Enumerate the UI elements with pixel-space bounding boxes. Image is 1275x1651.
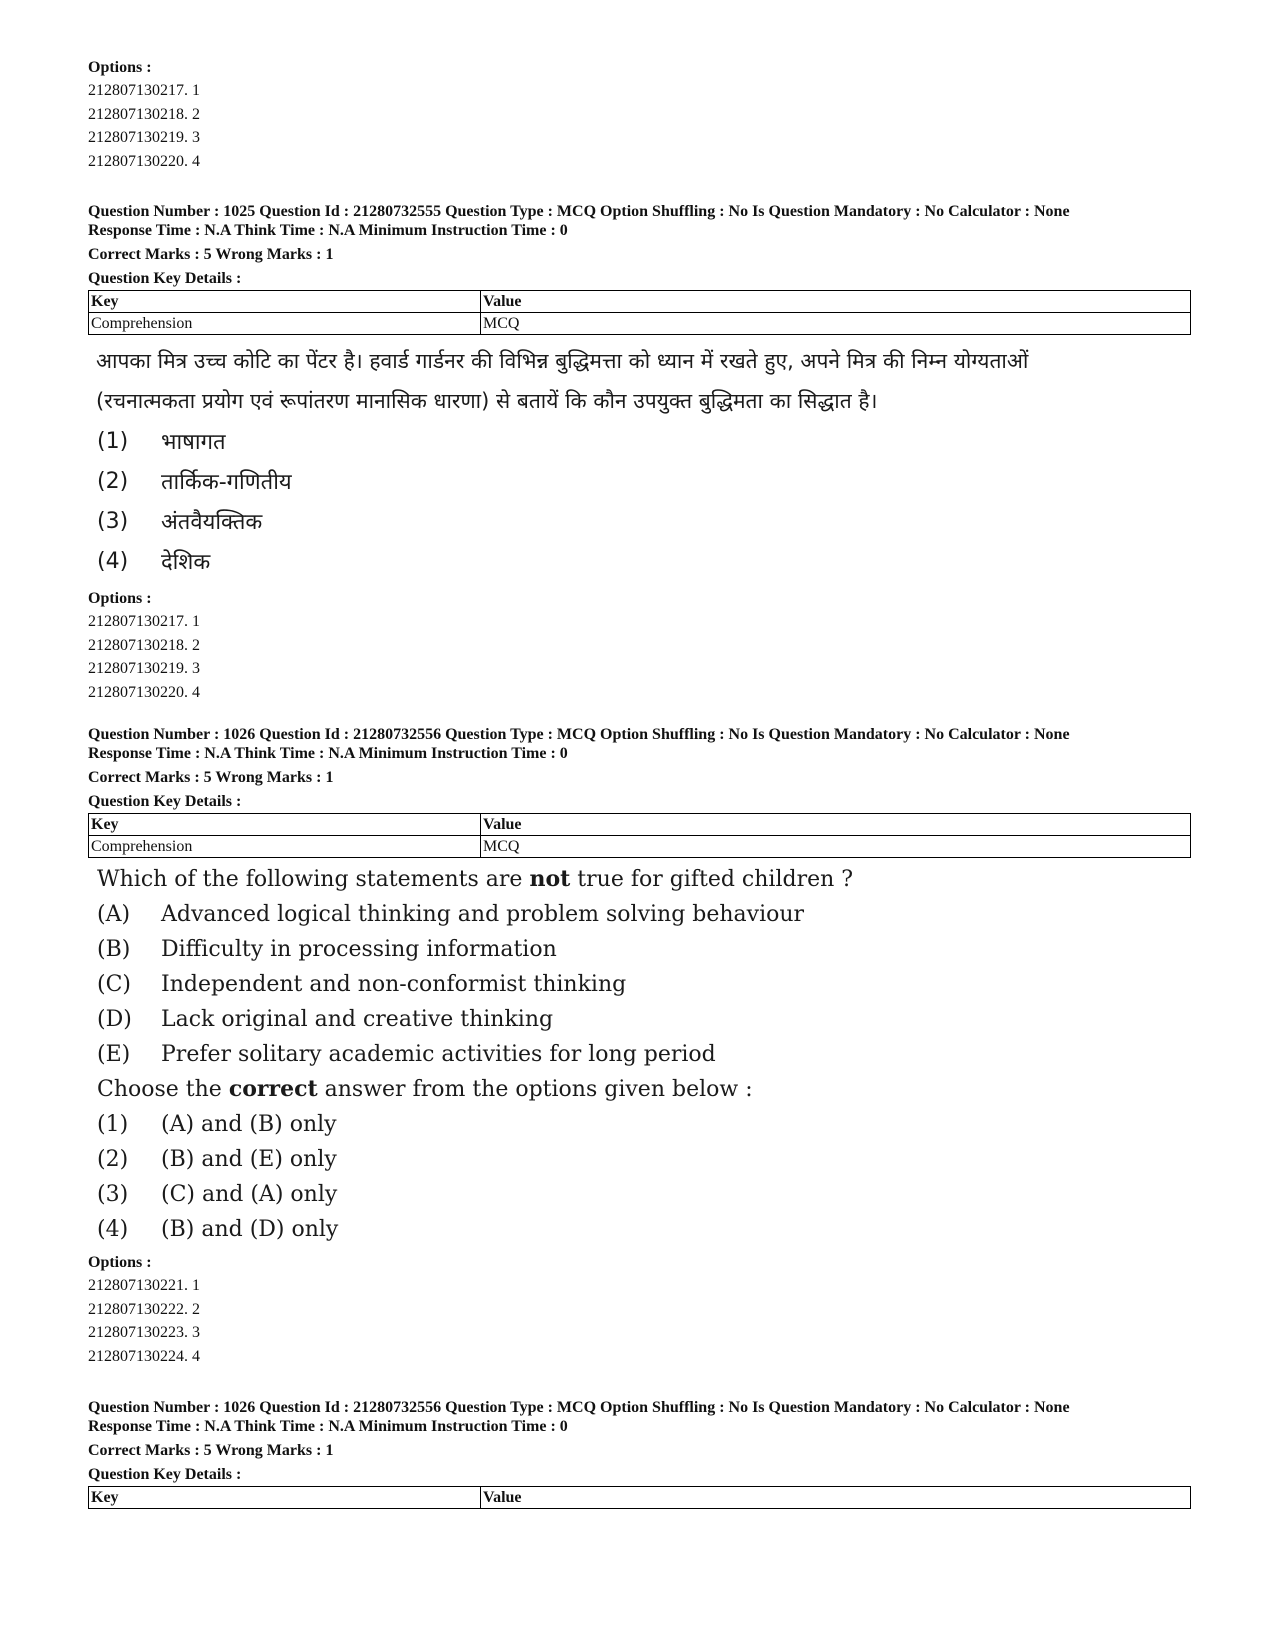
- options-block: [88, 587, 1191, 704]
- answer-choices: [88, 421, 1191, 581]
- choice-number: (3): [97, 508, 129, 534]
- option-id: 212807130222. 2: [88, 1300, 200, 1318]
- answer-choice: [88, 1107, 1191, 1142]
- option-id: 212807130220. 4: [88, 152, 200, 170]
- statement-list: [88, 897, 1191, 1072]
- question-1026-repeat: [88, 1398, 1191, 1509]
- choice-text: भाषागत: [161, 430, 226, 455]
- option-id: 212807130220. 4: [88, 683, 200, 701]
- choice-text: (B) and (E) only: [161, 1147, 337, 1172]
- table-cell-key: Comprehension: [89, 836, 481, 858]
- options-label: Options :: [88, 590, 152, 607]
- choice-number: (4): [97, 1217, 129, 1242]
- statement-text: Advanced logical thinking and problem solving behaviour: [161, 902, 805, 927]
- table-header-value: Value: [481, 814, 1191, 836]
- statement-label: (D): [97, 1007, 132, 1032]
- options-block: [88, 1251, 1191, 1368]
- table-cell-value: MCQ: [481, 836, 1191, 858]
- question-1026: [88, 725, 1191, 1368]
- answer-choice: [88, 1142, 1191, 1177]
- choice-text: (A) and (B) only: [161, 1112, 337, 1137]
- answer-choice: [88, 421, 1191, 461]
- question-text: [88, 341, 1191, 421]
- statement-item: [88, 932, 1191, 967]
- option-id: 212807130224. 4: [88, 1347, 200, 1365]
- question-header-line1: Question Number : 1025 Question Id : 21280732555 Question Type : MCQ Option Shuffling : No Is Question Mandatory : No Calculator : None: [88, 203, 1070, 220]
- option-id: 212807130221. 1: [88, 1277, 200, 1294]
- table-header-row: [89, 291, 1191, 313]
- table-header-row: [89, 814, 1191, 836]
- choice-text: (C) and (A) only: [161, 1182, 338, 1207]
- table-cell-key: Comprehension: [89, 313, 481, 335]
- choice-text: तार्किक-गणितीय: [161, 470, 292, 495]
- table-header-value: Value: [481, 1487, 1191, 1509]
- answer-choice: [88, 1212, 1191, 1247]
- question-header-line1: Question Number : 1026 Question Id : 21280732556 Question Type : MCQ Option Shuffling : No Is Question Mandatory : No Calculator : None: [88, 726, 1070, 743]
- question-text-end: true for gifted children ?: [570, 867, 854, 892]
- marks-line: Correct Marks : 5 Wrong Marks : 1: [88, 769, 334, 786]
- question-text-line2: (रचनात्मकता प्रयोग एवं रूपांतरण मानासिक धारणा) से बतायें कि कौन उपयुक्त बुद्धिमता का सिद्धात है।: [96, 389, 878, 413]
- choice-text: (B) and (D) only: [161, 1217, 339, 1242]
- marks-line: Correct Marks : 5 Wrong Marks : 1: [88, 1442, 334, 1459]
- choice-number: (1): [97, 1112, 129, 1137]
- answer-choice: [88, 501, 1191, 541]
- choice-text: देशिक: [161, 550, 211, 575]
- statement-text: Independent and non-conformist thinking: [161, 972, 627, 997]
- key-details-label: Question Key Details :: [88, 269, 242, 287]
- key-details-table: [88, 290, 1191, 335]
- question-text: [88, 862, 1191, 897]
- statement-label: (E): [97, 1042, 131, 1067]
- statement-item: [88, 1002, 1191, 1037]
- table-cell-value: MCQ: [481, 313, 1191, 335]
- choice-number: (2): [97, 468, 129, 494]
- table-header-key: Key: [89, 291, 481, 313]
- table-header-row: [89, 1487, 1191, 1509]
- statement-label: (A): [97, 902, 131, 927]
- answer-choice: [88, 461, 1191, 501]
- statement-text: Lack original and creative thinking: [161, 1007, 554, 1032]
- question-text-line1: आपका मित्र उच्च कोटि का पेंटर है। हवार्ड गार्डनर की विभिन्न बुद्धिमत्ता को ध्यान में रखते हुए, अपने मित्र की निम्न योग्यताओं: [96, 349, 1029, 373]
- option-id: 212807130218. 2: [88, 636, 200, 654]
- question-text-emphasis: not: [529, 866, 571, 892]
- choose-text-start: Choose the: [97, 1077, 229, 1102]
- statement-item: [88, 897, 1191, 932]
- answer-choice: [88, 541, 1191, 581]
- question-header-line1: Question Number : 1026 Question Id : 21280732556 Question Type : MCQ Option Shuffling : No Is Question Mandatory : No Calculator : None: [88, 1399, 1070, 1416]
- answer-choices: [88, 1107, 1191, 1247]
- statement-text: Prefer solitary academic activities for long period: [161, 1042, 716, 1067]
- answer-choice: [88, 1177, 1191, 1212]
- key-details-table: [88, 813, 1191, 858]
- marks-line: Correct Marks : 5 Wrong Marks : 1: [88, 246, 334, 263]
- option-id: 212807130217. 1: [88, 82, 200, 99]
- key-details-label: Question Key Details :: [88, 792, 242, 810]
- question-header-line2: Response Time : N.A Think Time : N.A Minimum Instruction Time : 0: [88, 1418, 568, 1435]
- options-label: Options :: [88, 59, 152, 76]
- statement-label: (C): [97, 972, 131, 997]
- choice-number: (1): [97, 428, 129, 454]
- question-text-start: Which of the following statements are: [97, 867, 530, 892]
- option-id: 212807130223. 3: [88, 1324, 200, 1341]
- option-id: 212807130219. 3: [88, 660, 200, 677]
- question-header-line2: Response Time : N.A Think Time : N.A Minimum Instruction Time : 0: [88, 222, 568, 239]
- options-block-previous: [88, 56, 200, 173]
- key-details-table: [88, 1486, 1191, 1509]
- statement-item: [88, 1037, 1191, 1072]
- key-details-label: Question Key Details :: [88, 1465, 242, 1483]
- choice-number: (3): [97, 1182, 129, 1207]
- table-row: [89, 313, 1191, 335]
- question-header-line2: Response Time : N.A Think Time : N.A Minimum Instruction Time : 0: [88, 745, 568, 762]
- option-id: 212807130218. 2: [88, 105, 200, 123]
- question-1025: [88, 202, 1191, 704]
- option-id: 212807130217. 1: [88, 613, 200, 630]
- table-header-key: Key: [89, 1487, 481, 1509]
- statement-text: Difficulty in processing information: [161, 937, 557, 962]
- option-id: 212807130219. 3: [88, 129, 200, 146]
- table-row: [89, 836, 1191, 858]
- choose-text-emphasis: correct: [228, 1076, 318, 1102]
- table-header-value: Value: [481, 291, 1191, 313]
- choice-number: (2): [97, 1147, 129, 1172]
- statement-label: (B): [97, 937, 131, 962]
- options-label: Options :: [88, 1254, 152, 1271]
- statement-item: [88, 967, 1191, 1002]
- table-header-key: Key: [89, 814, 481, 836]
- choose-instruction: [88, 1072, 1191, 1107]
- choice-number: (4): [97, 548, 129, 574]
- choice-text: अंतवैयक्तिक: [161, 510, 263, 535]
- choose-text-end: answer from the options given below :: [317, 1077, 753, 1102]
